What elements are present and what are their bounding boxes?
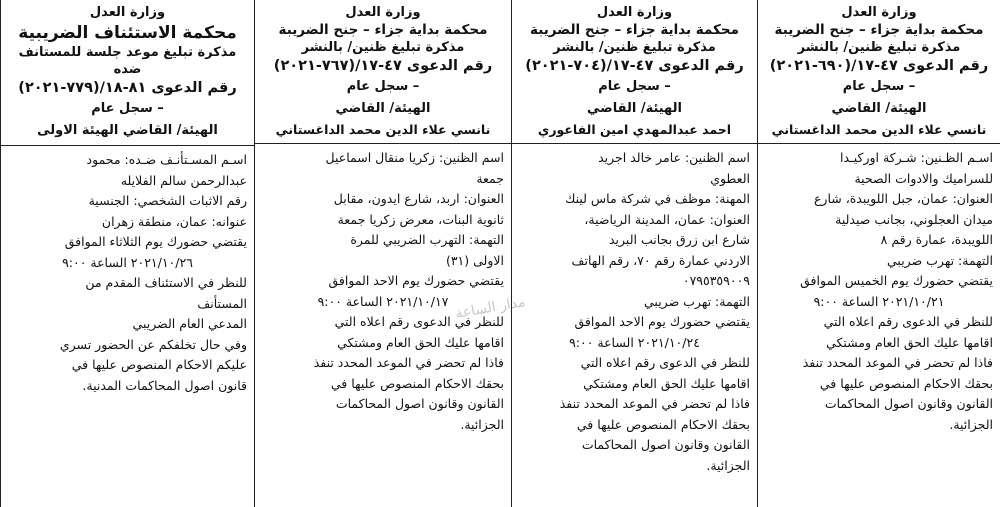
notice-header [8, 5, 247, 142]
body-line: القانون وقانون اصول المحاكمات [824, 396, 993, 411]
body-line: المدعي العام الضريبي [132, 316, 247, 331]
judge-name: نانسي علاء الدين محمد الداغستاني [275, 122, 491, 137]
body-line: ثانوية البنات، معرض زكريا جمعة [337, 211, 504, 227]
register-type: – سجل عام [346, 79, 420, 94]
body-line: اقامها عليك الحق العام ومشتكي [337, 334, 504, 350]
panel-label: الهيئة/ القاضي الهيئة الاولى [37, 123, 218, 138]
notice-case-779 [0, 0, 254, 507]
judge-name: نانسي علاء الدين محمد الداغستاني [771, 122, 987, 137]
court-name: محكمة الاستئناف الضريبية [18, 23, 237, 43]
body-line: للنظر في الاستئناف المقدم من [85, 275, 247, 290]
body-line: العنوان: عمان، جبل اللويبدة، شارع [813, 191, 993, 206]
notice-case-704 [511, 0, 757, 507]
body-line: القانون وقانون اصول المحاكمات [335, 396, 504, 411]
body-line: يقتضي حضورك يوم الاحد الموافق [328, 273, 504, 288]
register-type: – سجل عام [91, 101, 164, 116]
body-line: جمعة [476, 170, 504, 186]
body-line: قانون اصول المحاكمات المدنية. [82, 377, 247, 393]
body-line: التهمة: تهرب ضريبي [887, 252, 993, 268]
body-line: الجزائية. [706, 457, 750, 473]
body-line: بحقك الاحكام المنصوص عليها في [819, 375, 993, 391]
court-name: محكمة بداية جزاء – جنح الضريبة [774, 22, 984, 38]
notice-case-690 [757, 0, 1000, 507]
hearing-date: ٢٠٢١/١٠/٢١ الساعة ٩:٠٠ [813, 293, 945, 309]
ministry-title: وزارة العدل [345, 5, 421, 20]
body-line: اقامها عليك الحق العام ومشتكي [583, 375, 750, 391]
body-line: العنوان: اربد، شارع ايدون، مقابل [333, 191, 504, 206]
body-line: فاذا لم تحضر في الموعد المحدد تنفذ [802, 355, 993, 370]
body-line: يقتضي حضورك يوم الخميس الموافق [800, 273, 993, 288]
body-line: التهمة: تهرب ضريبي [644, 293, 750, 309]
body-line: بحقك الاحكام المنصوص عليها في [330, 375, 504, 391]
hearing-date: ٢٠٢١/١٠/٢٤ الساعة ٩:٠٠ [569, 334, 700, 350]
ministry-title: وزارة العدل [841, 5, 917, 20]
body-line: اللويبدة، عمارة رقم ٨ [880, 232, 993, 247]
phone-number: ٠٧٩٥٣٥٩٠٠٩ [682, 273, 750, 288]
body-line: المهنة: موظف في شركة ماس لينك [565, 191, 750, 206]
body-line: فاذا لم تحضر في الموعد المحدد تنفذ [559, 396, 750, 411]
divider [1, 145, 254, 146]
body-line: بحقك الاحكام المنصوص عليها في [576, 416, 750, 432]
hearing-date: ٢٠٢١/١٠/١٧ الساعة ٩:٠٠ [317, 293, 449, 309]
body-line: الجزائية. [460, 416, 504, 432]
body-line: اسـم الظـنين: شـركة اوركيـدا [840, 150, 993, 165]
case-number: رقم الدعوى ٤٧-١٧/(٦٩٠-٢٠٢١) [769, 58, 989, 74]
panel-label: الهيئة/ القاضي [587, 101, 682, 116]
panel-label: الهيئة/ القاضي [335, 101, 431, 116]
notice-header [765, 5, 993, 140]
body-line: اسـم المسـتأنـف ضـده: محمود [86, 152, 247, 167]
case-number: رقم الدعوى ٤٧-١٧/(٧٠٤-٢٠٢١) [525, 58, 744, 74]
case-number: رقم الدعوى ٤٧-١٧/(٧٦٧-٢٠٢١) [273, 58, 493, 74]
body-line: القانون وقانون اصول المحاكمات [581, 437, 750, 452]
body-line: شارع ابن زرق بجانب البريد [608, 232, 750, 247]
body-line: للنظر في الدعوى رقم اعلاه التي [334, 314, 504, 329]
notice-subject: مذكرة تبليغ ظنين/ بالنشر [301, 40, 465, 55]
body-line: اقامها عليك الحق العام ومشتكي [826, 334, 993, 350]
body-line: اسم الظنين: عامر خالد اجريد [598, 150, 750, 165]
register-type: – سجل عام [842, 79, 916, 94]
notice-subject: مذكرة تبليغ موعد جلسة للمستانف ضده [18, 45, 237, 77]
body-line: التهمة: التهرب الضريبي للمرة [350, 232, 504, 247]
judge-name: احمد عبدالمهدي امين الفاعوري [537, 122, 732, 137]
body-line: اسم الظنين: زكريا منقال اسماعيل [325, 150, 504, 165]
body-line: يقتضي حضورك يوم الثلاثاء الموافق [64, 234, 247, 249]
body-line: وفي حال تخلفكم عن الحضور تسري [59, 336, 247, 352]
body-line: الاردني عمارة رقم ٧٠، رقم الهاتف [571, 252, 750, 268]
court-name: محكمة بداية جزاء – جنح الضريبة [530, 22, 739, 38]
notice-case-767 [254, 0, 511, 507]
body-line: عبدالرحمن سالم الفلايله [120, 172, 247, 188]
case-number: رقم الدعوى ٨١-١٨/(٧٧٩-٢٠٢١) [18, 80, 237, 96]
notice-body [519, 148, 750, 476]
notice-header [262, 5, 504, 140]
notice-body [765, 148, 993, 435]
court-name: محكمة بداية جزاء – جنح الضريبة [278, 22, 488, 38]
ministry-title: وزارة العدل [89, 5, 166, 20]
divider [758, 143, 1000, 144]
notice-body [8, 150, 247, 396]
body-line: عنوانه: عمان، منطقة زهران [101, 213, 247, 229]
body-line: عليكم الاحكام المنصوص عليها في [71, 357, 247, 372]
notice-body [262, 148, 504, 435]
register-type: – سجل عام [598, 79, 671, 94]
notice-subject: مذكرة تبليغ ظنين/ بالنشر [797, 40, 961, 55]
body-line: للنظر في الدعوى رقم اعلاه التي [823, 314, 993, 329]
divider [255, 143, 511, 144]
body-line: ميدان العجلوني، بجانب صيدلية [835, 211, 993, 227]
watermark-logo: مدار الساعة [454, 293, 527, 323]
ministry-title: وزارة العدل [596, 5, 673, 20]
body-line: الجزائية. [949, 416, 993, 432]
body-line: فاذا لم تحضر في الموعد المحدد تنفذ [313, 355, 504, 370]
notice-header [519, 5, 750, 140]
body-line: الاولى (٣١) [445, 252, 504, 268]
body-line: يقتضي حضورك يوم الاحد الموافق [574, 314, 750, 329]
panel-label: الهيئة/ القاضي [831, 101, 927, 116]
body-line: للنظر في الدعوى رقم اعلاه التي [580, 355, 750, 370]
body-line: للسراميك والادوات الصحية [854, 170, 993, 186]
body-line: رقم الاثبات الشخصي: الجنسية [88, 193, 247, 208]
body-line: العطوي [710, 170, 750, 186]
hearing-date: ٢٠٢١/١٠/٢٦ الساعة ٩:٠٠ [62, 254, 193, 270]
notice-subject: مذكرة تبليغ ظنين/ بالنشر [553, 40, 716, 55]
body-line: العنوان: عمان، المدينة الرياضية، [584, 211, 750, 227]
divider [512, 143, 757, 144]
body-line: المستأنف [197, 295, 247, 311]
